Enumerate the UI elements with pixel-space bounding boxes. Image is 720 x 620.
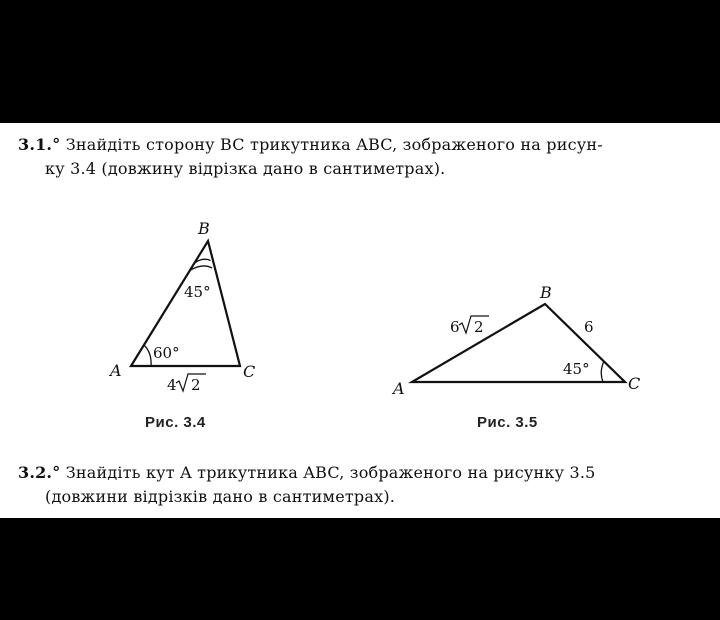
vertex-b-label: B <box>540 283 552 302</box>
problem-number: 3.2.° <box>18 463 61 482</box>
angle-a-label: 60° <box>153 344 180 362</box>
textbook-page <box>0 123 720 518</box>
figure-3-5-caption: Рис. 3.5 <box>477 414 538 431</box>
figure-3-4 <box>108 219 255 394</box>
angle-c-arc <box>601 361 604 382</box>
figures-canvas <box>0 123 720 518</box>
triangle-abc <box>412 304 625 382</box>
side-ab-label <box>450 316 489 336</box>
problem-number: 3.1.° <box>18 135 61 154</box>
side-ac-radicand: 2 <box>191 376 201 394</box>
angle-b-label: 45° <box>184 283 211 301</box>
side-ac-label <box>167 374 206 394</box>
problem-text-line2: (довжини відрізків дано в сантиметрах). <box>45 487 396 506</box>
problem-text-line2: ку 3.4 (довжину відрізка дано в сантиметрах). <box>45 159 446 178</box>
problem-text-line1: Знайдіть сторону BC трикутника ABC, зображеного на рисун- <box>65 135 603 154</box>
angle-c-label: 45° <box>563 360 590 378</box>
vertex-c-label: C <box>628 374 641 393</box>
angle-b-arc-double <box>191 266 213 270</box>
vertex-a-label: A <box>110 361 122 380</box>
side-ab-coefficient: 6 <box>450 318 460 336</box>
triangle-abc <box>131 241 240 366</box>
vertex-c-label: C <box>243 362 256 381</box>
figure-3-4-caption: Рис. 3.4 <box>145 414 206 431</box>
angle-a-arc <box>144 345 151 366</box>
side-ab-radicand: 2 <box>474 318 484 336</box>
vertex-b-label: B <box>198 219 210 238</box>
vertex-a-label: A <box>393 379 405 398</box>
figure-3-5 <box>391 283 640 398</box>
side-ac-coefficient: 4 <box>167 376 177 394</box>
side-bc-label: 6 <box>584 318 594 336</box>
problem-3-2 <box>18 461 708 509</box>
problem-text-line1: Знайдіть кут A трикутника ABC, зображеного на рисунку 3.5 <box>65 463 596 482</box>
